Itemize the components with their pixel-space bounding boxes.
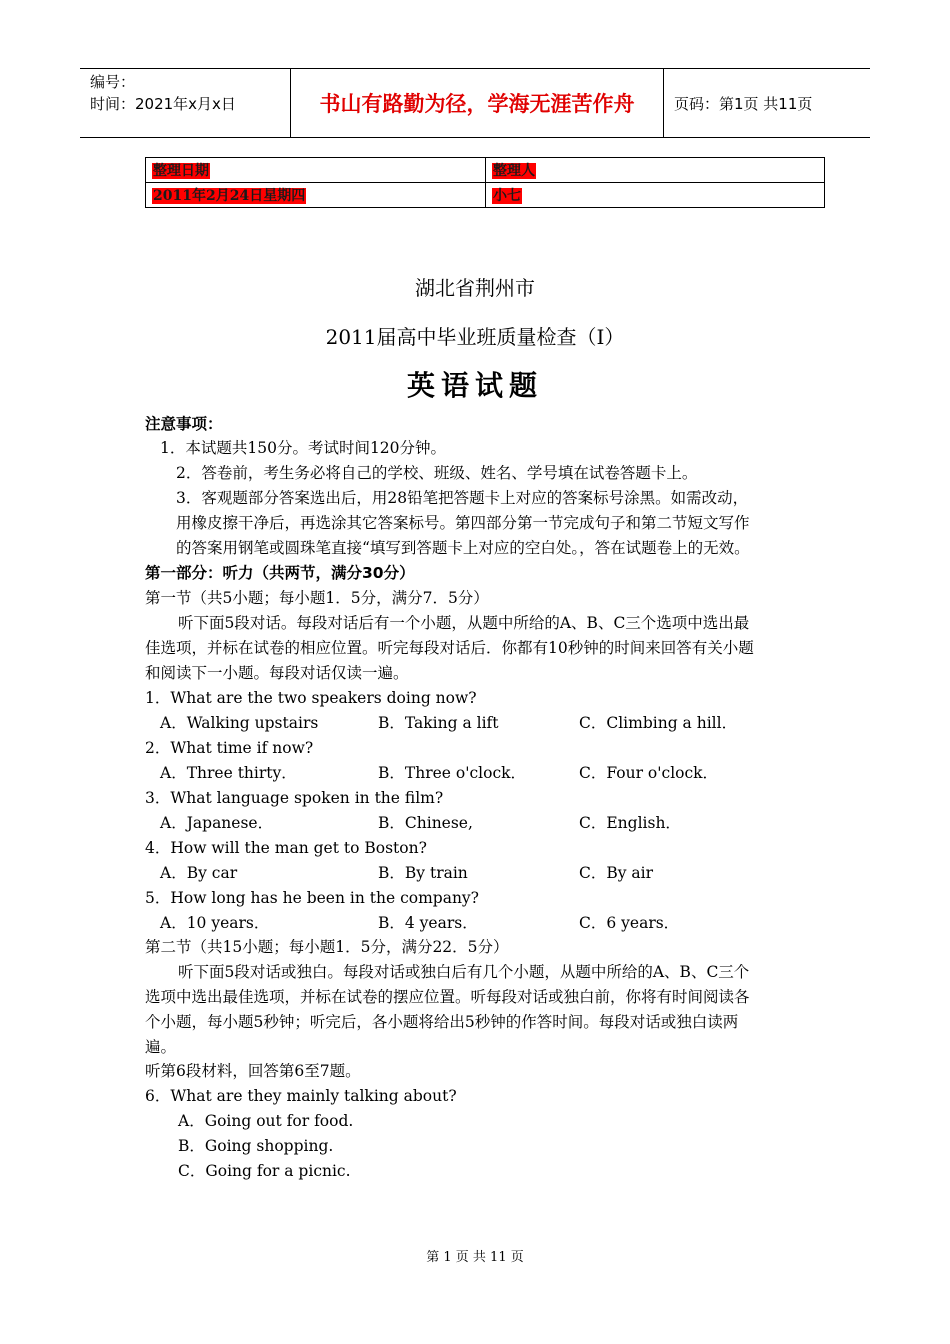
q5-option-b: B．4 years．: [378, 914, 478, 932]
section2-intro-a: 听下面5段对话或独白。每段对话或独白后有几个小题，从题中所给的A、B、C三个: [178, 963, 750, 981]
q4-option-c: C．By air: [579, 864, 654, 882]
q5-option-c: C．6 years．: [579, 914, 680, 932]
meta-person-value-cell: [486, 183, 825, 208]
q2-option-a: A．Three thirty．: [160, 764, 297, 782]
note-3b: 用橡皮擦干净后，再选涂其它答案标号。第四部分第一节完成句子和第二节短文写作: [176, 514, 750, 532]
date-label: 时间：2021年x月x日: [90, 95, 236, 113]
q4-option-b: B．By train: [378, 864, 468, 882]
title-region: 湖北省荆州市: [415, 276, 535, 300]
q3-option-a: A．Japanese．: [160, 814, 274, 832]
q2-option-b: B．Three o'clock．: [378, 764, 527, 782]
title-subject: 英语试题: [406, 369, 543, 402]
number-label: 编号：: [90, 73, 136, 91]
section2-intro-d: 遍。: [145, 1038, 177, 1056]
section1-intro-c: 和阅读下一小题。每段对话仅读一遍。: [145, 664, 409, 682]
section2-heading: 第二节（共15小题；每小题1．5分，满分22．5分）: [145, 938, 509, 956]
meta-person-value: 小七: [493, 188, 521, 204]
q1-option-c: C．Climbing a hill．: [579, 714, 738, 732]
q6-option-b: B．Going shopping.: [178, 1137, 334, 1155]
note-3c: 的答案用钢笔或圆珠笔直接“填写到答题卡上对应的空白处。，答在试题卷上的无效。: [176, 539, 750, 557]
meta-date-value-cell: [146, 183, 486, 208]
note-2: 2．答卷前，考生务必将自己的学校、班级、姓名、学号填在试卷答题卡上。: [176, 464, 698, 482]
question-3: 3．What language spoken in the film?: [145, 789, 444, 807]
header-motto: 书山有路勤为径，学海无涯苦作舟: [291, 69, 664, 137]
page-header: [80, 68, 870, 138]
section2-intro-b: 选项中选出最佳选项，并标在试卷的摆应位置。听每段对话或独白前，你将有时间阅读各: [145, 988, 750, 1006]
page-footer: 第 1 页 共 11 页: [426, 1250, 524, 1265]
q2-option-c: C．Four o'clock．: [579, 764, 719, 782]
section1-intro-b: 佳选项，并标在试卷的相应位置。听完每段对话后．你都有10秒钟的时间来回答有关小题: [145, 639, 754, 657]
q1-option-b: B．Taking a lift: [378, 714, 499, 732]
section1-intro-a: 听下面5段对话。每段对话后有一个小题，从题中所给的A、B、C三个选项中选出最: [178, 614, 750, 632]
q3-option-b: B．Chinese,: [378, 814, 473, 832]
title-exam: 2011届高中毕业班质量检查（I）: [325, 325, 625, 349]
header-info: [80, 69, 291, 137]
notes-heading: 注意事项：: [145, 415, 223, 433]
question-1: 1．What are the two speakers doing now?: [145, 689, 477, 707]
q3-option-c: C．English．: [579, 814, 681, 832]
question-6: 6．What are they mainly talking about?: [145, 1087, 457, 1105]
section2-intro-c: 个小题，每小题5秒钟；听完后，各小题将给出5秒钟的作答时间。每段对话或独白读两: [145, 1013, 739, 1031]
section1-heading: 第一节（共5小题；每小题1．5分，满分7．5分）: [145, 589, 489, 607]
header-page-info: 页码：第1页 共11页: [674, 94, 813, 113]
meta-date-header-cell: [146, 158, 486, 183]
meta-date-value: 2011年2月24日星期四: [153, 188, 306, 204]
material-instruction: 听第6段材料，回答第6至7题。: [145, 1062, 361, 1080]
q6-option-c: C．Going for a picnic.: [178, 1162, 351, 1180]
q1-option-a: A．Walking upstairs: [160, 714, 319, 732]
note-3a: 3．客观题部分答案选出后，用28铅笔把答题卡上对应的答案标号涂黑。如需改动，: [176, 489, 749, 507]
q6-option-a: A．Going out for food.: [178, 1112, 354, 1130]
question-2: 2．What time if now?: [145, 739, 314, 757]
q4-option-a: A．By car: [160, 864, 238, 882]
meta-date-header: 整理日期: [153, 163, 209, 179]
question-4: 4．How will the man get to Boston?: [145, 839, 427, 857]
q5-option-a: A．10 years．: [160, 914, 270, 932]
meta-person-header-cell: [486, 158, 825, 183]
part1-heading: 第一部分：听力（共两节，满分30分）: [145, 564, 415, 582]
note-1: 1．本试题共150分。考试时间120分钟。: [160, 439, 447, 457]
question-5: 5．How long has he been in the company?: [145, 889, 479, 907]
meta-person-header: 整理人: [493, 163, 535, 179]
meta-table: [145, 157, 825, 208]
